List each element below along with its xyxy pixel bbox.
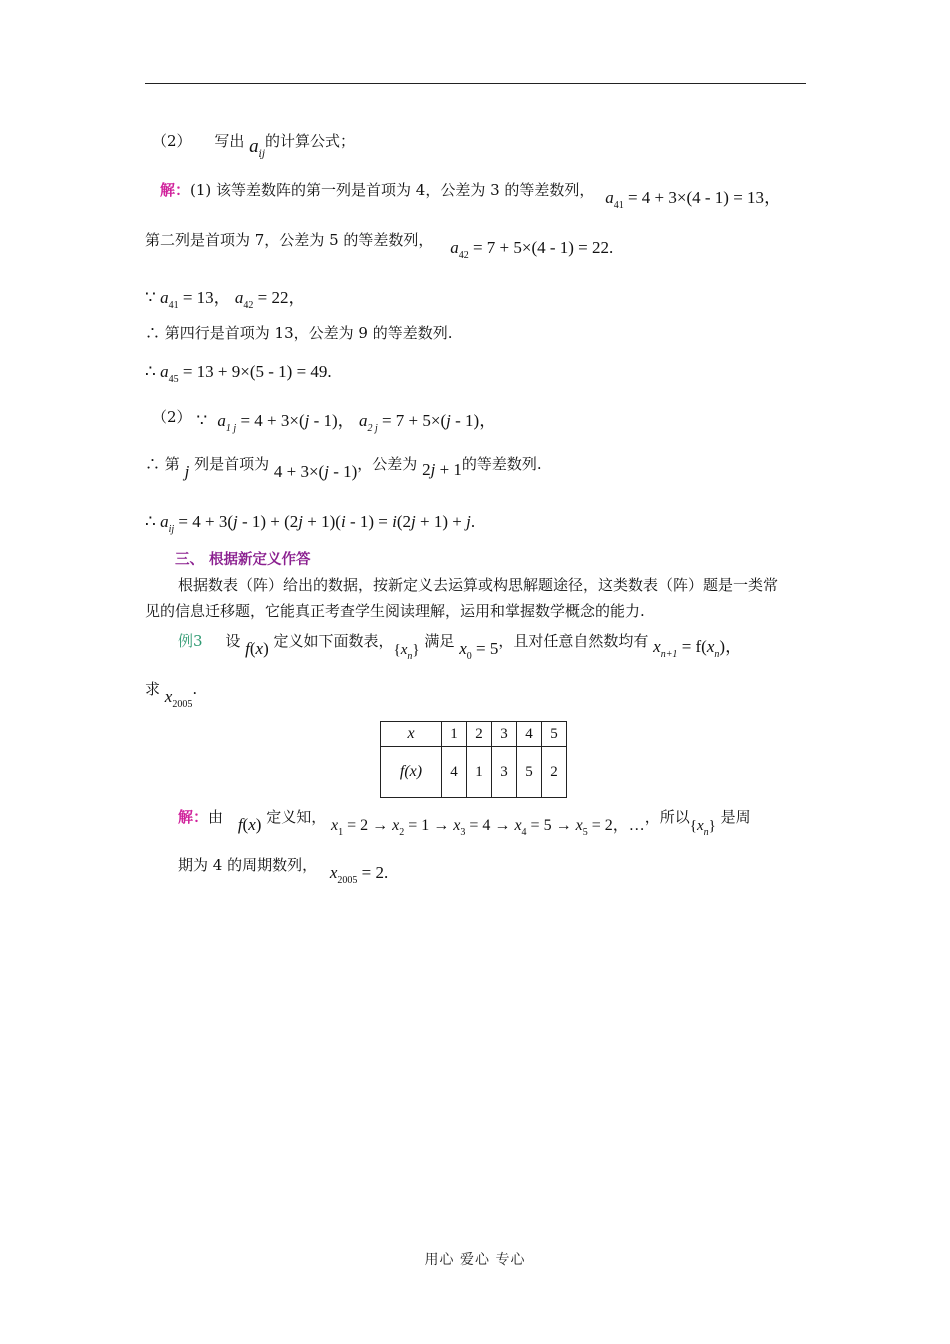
example-3-ask: 求 $x_{2005}$. xyxy=(145,680,198,710)
table-cell: 3 xyxy=(492,747,517,798)
intro-line-2: 见的信息迁移题，它能真正考查学生阅读理解，运用和掌握数学概念的能力. xyxy=(145,602,645,620)
table-cell: 3 xyxy=(492,722,517,747)
header-rule xyxy=(145,83,806,84)
solution-line-2: 第二列是首项为 7，公差为 5 的等差数列， $a_{42} = 7 + 5\times(4 - 1) = 22$. xyxy=(145,231,614,261)
since-line: ∵ $a_{41} = 13$， $a_{42} = 22$， xyxy=(145,288,306,311)
math-var: a xyxy=(249,136,259,157)
solution-3-line-1: 解：由 f(x) 定义知， $x_1 = 2 \to x_2 = 1 \to x_3 = 4 \to x_4 = 5 \to x_5 = 2$，…，所以$\{x_n\}$ 是周 xyxy=(178,808,751,838)
page-footer: 用心 爱心 专心 xyxy=(424,1252,526,1268)
example-3-line: 例3 设 f(x) 定义如下面数表，$\{x_n\}$ 满足 $x_0 = 5$，且对任意自然数均有 $x_{n+1} = f(x_n)$， xyxy=(178,632,743,662)
solution-line-1: 解：(1) 该等差数阵的第一列是首项为 4，公差为 3 的等差数列， $a_{41} = 4 + 3\times(4 - 1) = 13$， xyxy=(160,181,782,211)
question-2: （2） 写出 $a_{ij}$的计算公式； xyxy=(152,132,355,160)
therefore-line-1: ∴ 第四行是首项为 13，公差为 9 的等差数列. xyxy=(145,324,453,342)
table-cell: 2 xyxy=(467,722,492,747)
function-table xyxy=(380,721,567,798)
table-cell: 5 xyxy=(517,747,542,798)
table-row xyxy=(381,722,567,747)
table-cell: 1 xyxy=(442,722,467,747)
example-label: 例3 xyxy=(178,632,203,650)
section-title: 三、 根据新定义作答 xyxy=(175,552,311,568)
question-text: 写出 xyxy=(214,132,245,150)
part-2-line: （2） ∵ $a_{1 j} = 4 + 3\times(j - 1)$， $a_{2 j} = 7 + 5\times(j - 1)$， xyxy=(152,408,497,434)
therefore-line-3: ∴ 第 j 列是首项为 4 + 3×(j - 1)，公差为 2j + 1的等差数列. xyxy=(145,455,542,481)
solution-label: 解： xyxy=(178,808,209,826)
table-cell: 5 xyxy=(542,722,567,747)
therefore-line-2: ∴ $a_{45} = 13 + 9\times(5 - 1) = 49$. xyxy=(145,362,332,385)
question-number: （2） xyxy=(152,132,192,150)
table-header-cell: x xyxy=(381,722,442,747)
therefore-line-4: ∴ $a_{ij} = 4 + 3(j - 1) + (2j + 1)(i - 1) = i(2j + 1) + j$. xyxy=(145,512,476,535)
table-cell: 4 xyxy=(517,722,542,747)
solution-label: 解： xyxy=(160,181,191,199)
table-row xyxy=(381,747,567,798)
intro-line-1: 根据数表（阵）给出的数据，按新定义去运算或构思解题途径，这类数表（阵）题是一类常 xyxy=(178,576,779,594)
table-cell: 1 xyxy=(467,747,492,798)
table-header-cell: f(x) xyxy=(381,747,442,798)
table-cell: 2 xyxy=(542,747,567,798)
solution-3-line-2: 期为 4 的周期数列， $x_{2005} = 2$. xyxy=(178,856,389,886)
table-cell: 4 xyxy=(442,747,467,798)
